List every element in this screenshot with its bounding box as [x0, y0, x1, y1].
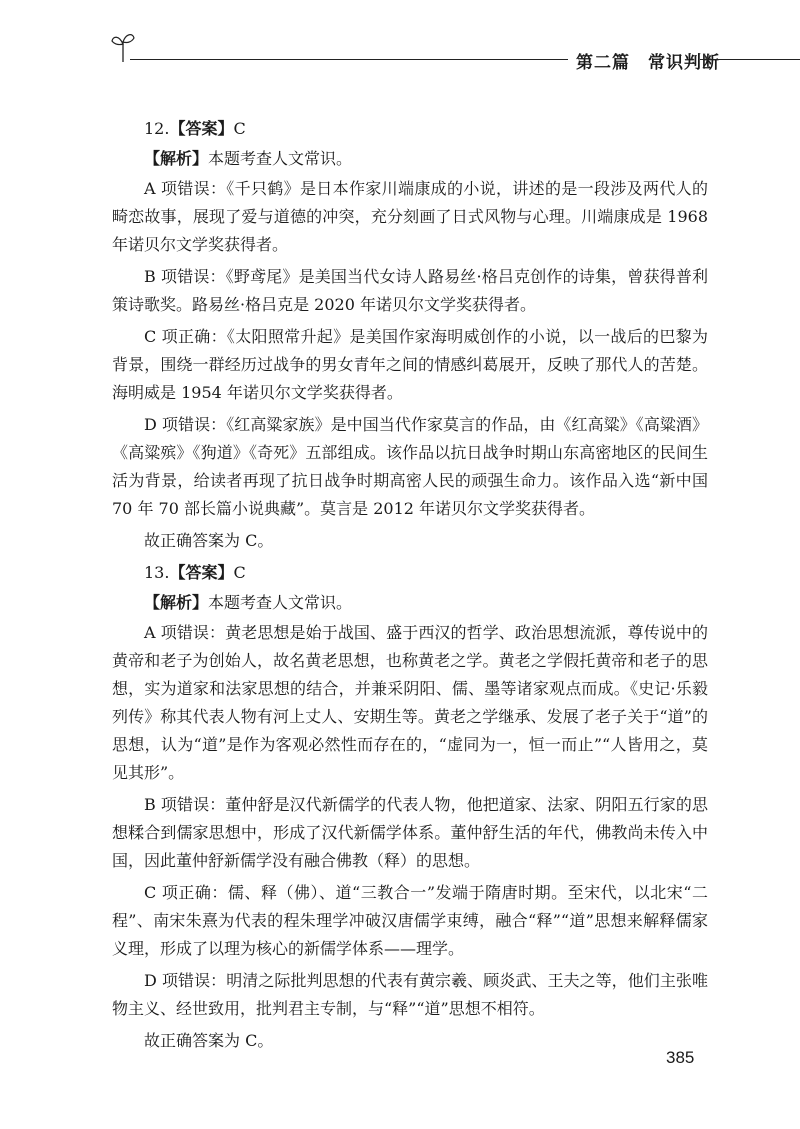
running-header	[110, 28, 800, 78]
q12-option-b: B 项错误：《野鸢尾》是美国当代女诗人路易丝·格吕克创作的诗集，曾获得普利策诗歌奖。路易丝·格吕克是 2020 年诺贝尔文学奖获得者。	[112, 267, 708, 314]
q13-analysis-tag: 【解析】	[144, 593, 209, 612]
q12-option-a: A 项错误：《千只鹤》是日本作家川端康成的小说，讲述的是一段涉及两代人的畸恋故事，展现了爱与道德的冲突，充分刻画了日式风物与心理。川端康成是 1968 年诺贝尔文学奖获得者。	[112, 179, 708, 254]
q13-option-b: B 项错误：董仲舒是汉代新儒学的代表人物，他把道家、法家、阴阳五行家的思想糅合到儒家思想中，形成了汉代新儒学体系。董仲舒生活的年代，佛教尚未传入中国，因此董仲舒新儒学没有融合佛教（释）的思想。	[112, 795, 708, 870]
q12-analysis: 本题考查人文常识。	[208, 149, 353, 168]
q12-number: 12.	[144, 119, 170, 138]
q12-option-d: D 项错误：《红高粱家族》是中国当代作家莫言的作品，由《红高粱》《高粱酒》《高粱殡》《狗道》《奇死》五部组成。该作品以抗日战争时期山东高密地区的民间生活为背景，给读者再现了抗日战争时期高密人民的顽强生命力。该作品入选“新中国 70 年 70 部长篇小说典藏”。莫言是 2012 年诺贝尔文学奖获得者。	[112, 415, 708, 518]
q12-analysis-line	[112, 145, 708, 173]
q12-conclusion: 故正确答案为 C。	[144, 531, 274, 550]
q12-answer: C	[233, 119, 246, 138]
q13-option-d: D 项错误：明清之际批判思想的代表有黄宗羲、顾炎武、王夫之等，他们主张唯物主义、经世致用，批判君主专制，与“释”“道”思想不相符。	[112, 971, 708, 1018]
q12-answer-tag: 【答案】	[169, 119, 234, 138]
sprout-icon	[110, 28, 136, 68]
q13-option-c: C 项正确：儒、释（佛）、道“三教合一”发端于隋唐时期。至宋代，以北宋“二程”、南宋朱熹为代表的程朱理学冲破汉唐儒学束缚，融合“释”“道”思想来解释儒家义理，形成了以理为核心的新儒学体系——理学。	[112, 883, 708, 958]
q13-option-a: A 项错误：黄老思想是始于战国、盛于西汉的哲学、政治思想流派，尊传说中的黄帝和老子为创始人，故名黄老思想，也称黄老之学。黄老之学假托黄帝和老子的思想，实为道家和法家思想的结合，并兼采阴阳、儒、墨等诸家观点而成。《史记·乐毅列传》称其代表人物有河上丈人、安期生等。黄老之学继承、发展了老子关于“道”的思想，认为“道”是作为客观必然性而存在的，“虚同为一，恒一而止”“人皆用之，莫见其形”。	[112, 623, 708, 782]
page-number: 385	[666, 1048, 695, 1067]
q13-answer-tag: 【答案】	[169, 563, 234, 582]
q13-number: 13.	[144, 563, 170, 582]
page-content	[112, 115, 708, 1059]
header-rule-right	[700, 59, 800, 60]
q13-analysis: 本题考查人文常识。	[208, 593, 353, 612]
section-title: 第二篇 常识判断	[568, 48, 728, 73]
q13-conclusion: 故正确答案为 C。	[144, 1031, 274, 1050]
q13-analysis-line	[112, 589, 708, 617]
q12-answer-line	[112, 115, 708, 143]
q13-answer-line	[112, 559, 708, 587]
q12-option-c: C 项正确：《太阳照常升起》是美国作家海明威创作的小说，以一战后的巴黎为背景，围绕一群经历过战争的男女青年之间的情感纠葛展开，反映了那代人的苦楚。海明威是 1954 年诺贝尔文学奖获得者。	[112, 327, 708, 402]
q12-analysis-tag: 【解析】	[144, 149, 209, 168]
q13-answer: C	[233, 563, 246, 582]
